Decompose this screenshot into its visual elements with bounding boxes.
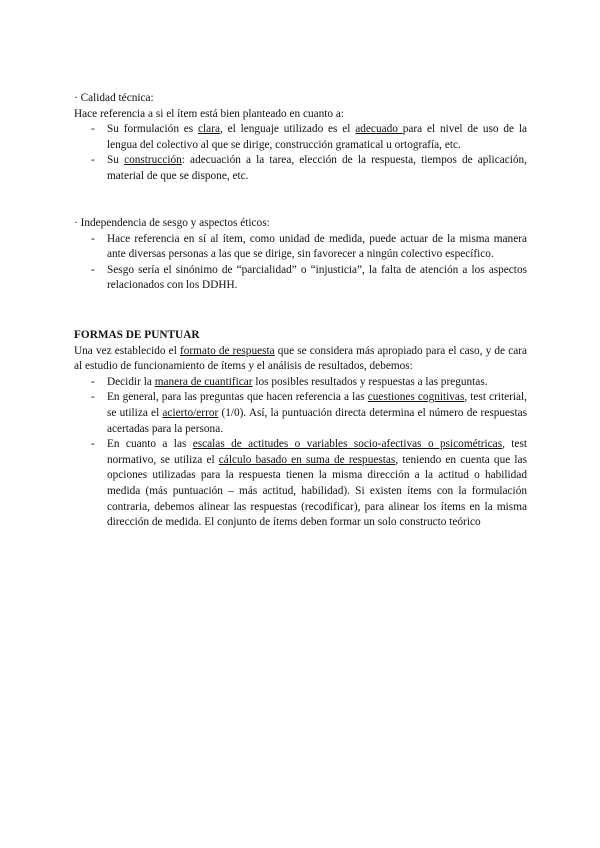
section-title: · Independencia de sesgo y aspectos éticos: [74, 217, 270, 229]
text-run: Su formulación es [107, 123, 199, 136]
list-item: - Hace referencia en sí al ítem, como unidad de medida, puede actuar de la misma manera ante diversas personas a las que se dirige, sin favorecer a ningún colectivo específico. [74, 232, 527, 263]
text-run: los posibles resultados y respuestas a las preguntas. [252, 375, 488, 388]
underlined-term: cuestiones cognitivas [367, 391, 465, 404]
text-run: , el lenguaje utilizado es el [219, 123, 356, 136]
list-item [74, 153, 527, 184]
section-independencia-sesgo [74, 216, 527, 294]
bullet-list [74, 232, 527, 294]
section-intro: Hace referencia a si el ítem está bien planteado en cuanto a: [74, 107, 345, 120]
bullet-list [74, 375, 527, 531]
underlined-term: adecuado [355, 123, 403, 136]
text-run: Una vez establecido el [74, 344, 180, 357]
list-item: - Sesgo sería el sinónimo de “parcialidad” o “injusticia”, la falta de atención a los aspectos relacionados con los DDHH. [74, 263, 527, 294]
underlined-term: acierto/error [162, 406, 219, 419]
text-run: En cuanto a las [107, 438, 193, 451]
text-run: (1/0). Así, la puntuación directa determina el número de respuestas acertadas para la persona. [107, 406, 527, 435]
list-item [74, 122, 527, 153]
list-item [74, 437, 527, 531]
list-item [74, 390, 527, 437]
underlined-term: manera de cuantificar [154, 375, 253, 388]
text-run: que se considera más apropiado para el caso, y de cara al estudio de funcionamiento de ítems y el análisis de resultados, debemos: [74, 344, 528, 373]
text-run: para el nivel de uso de la lengua del colectivo al que se dirige, construcción gramatical u ortografía, etc. [107, 123, 528, 151]
text-run: Decidir la [107, 375, 155, 388]
underlined-term: formato de respuesta [179, 344, 275, 357]
section-heading: FORMAS DE PUNTUAR [74, 329, 200, 341]
bullet-list [74, 122, 527, 184]
underlined-term: clara [198, 123, 220, 136]
text-run: Su [107, 154, 125, 167]
text-run: : adecuación a la tarea, elección de la respuesta, tiempos de aplicación, material de que se dispone, etc. [107, 154, 527, 182]
section-formas-puntuar [74, 328, 527, 531]
list-item [74, 375, 527, 391]
text-run: En general, para las preguntas que hacen referencia a las [107, 391, 368, 404]
underlined-term: construcción [124, 154, 182, 167]
section-calidad-tecnica [74, 91, 527, 185]
section-title: · Calidad técnica: [74, 92, 154, 104]
text-run: , test criterial, se utiliza el [107, 391, 527, 419]
text-run: , test normativo, se utiliza el [107, 438, 527, 466]
underlined-term: cálculo basado en suma de respuestas [218, 453, 396, 466]
text-run: , teniendo en cuenta que las opciones utilizadas para la respuesta tienen la misma dirección a la actitud o habilidad medida (más puntuación – más actitud, habilidad). Si existen ítems con la formulación contraria, debemos alinear las respuestas (recodificar), para alinear los ítems en la misma dirección de medida. El conjunto de ítems deben formar un solo constructo teórico [107, 453, 527, 529]
underlined-term: escalas de actitudes o variables socio-afectivas o psicométricas [192, 438, 503, 451]
section-intro [74, 344, 527, 375]
